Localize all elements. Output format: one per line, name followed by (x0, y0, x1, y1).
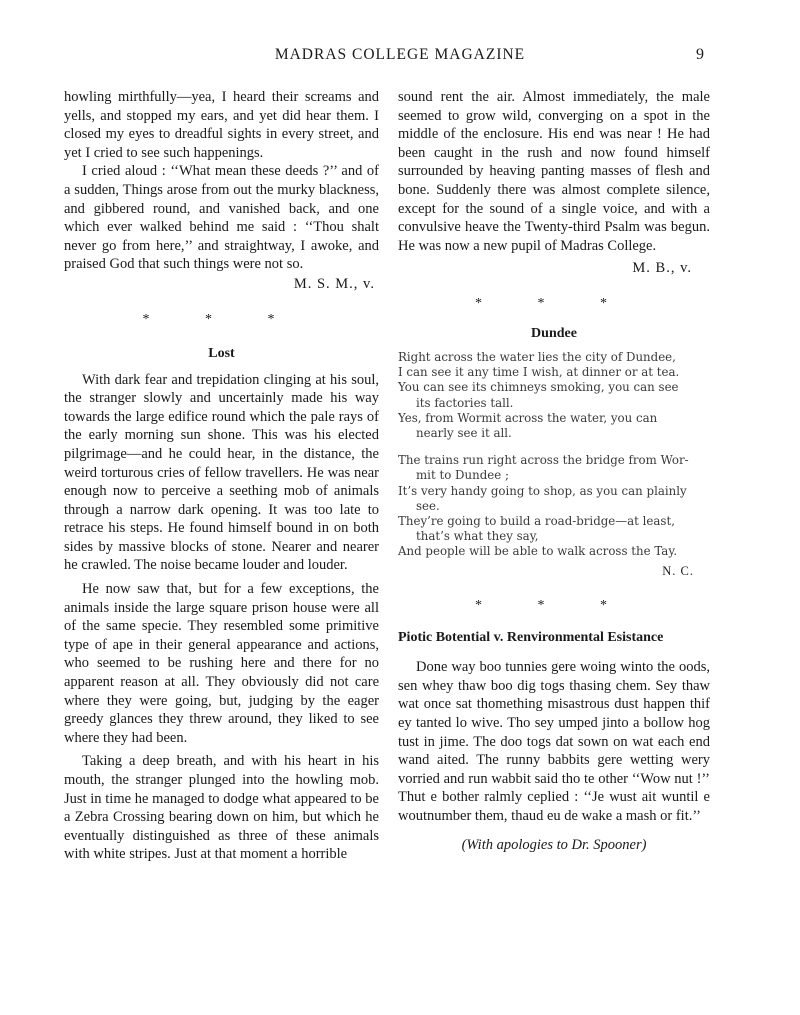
left-column (64, 88, 379, 864)
page-header (0, 46, 800, 68)
magazine-title: MADRAS COLLEGE MAGAZINE (274, 46, 526, 63)
signature-mb: M. B., v. (632, 260, 692, 277)
lost-continuation: sound rent the air. Almost immediately, the male seemed to grow wild, converging on a spot in the middle of the enclosure. His end was near ! He had been caught in the rush and now found himself surrounded by heaving panting masses of flesh and bone. Suddenly there was almost complete silence, except for the sound of a single voice, and with a convulsive heave the Twenty-third Psalm was begun. He was now a new pupil of Madras College. (398, 89, 710, 254)
poem-line: Yes, from Wormit across the water, you can (398, 410, 658, 425)
poem-line: I can see it any time I wish, at dinner or at tea. (398, 365, 680, 380)
poem-line: Right across the water lies the city of Dundee, (398, 349, 676, 364)
signature-nc: N. C. (662, 563, 694, 578)
poem-line: mit to Dundee ; (416, 468, 509, 483)
section-divider: * * * (475, 295, 633, 311)
poem-line: They’re going to build a road-bridge—at least, (398, 513, 675, 528)
apology-note: (With apologies to Dr. Spooner) (461, 836, 647, 853)
lost-paragraph-2: He now saw that, but for a few exceptions, the animals inside the large square prison house were all of the same specie. They resembled some primitive type of ape in their general appearance and actions, who seemed to be rushing here and there for no apparent reason at all. They obviously did not care where they were going, but, judging by the eager greedy glances they threw around, they liked to see where they had been. (64, 581, 379, 746)
lost-heading: Lost (208, 345, 235, 361)
signature-msm: M. S. M., v. (293, 275, 375, 292)
dream-paragraph-2: I cried aloud : ‘‘What mean these deeds ?’’ and of a sudden, Things arose from out the murky blackness, and gibbered round, and vanished back, and one which ever walked behind me said : ‘‘Thou shalt never go from here,’’ and straightway, I awoke, and praised God that such things were not so. (64, 163, 379, 273)
section-divider: * * * (142, 311, 301, 327)
dundee-poem (398, 350, 710, 560)
piotic-paragraph: Done way boo tunnies gere woing winto the oods, sen whey thaw boo dig togs thasing chem. Sey thaw wat once sat thomething misastrous dust happen thif ey tanted lo wive. Tho sey umped jinto a bollow hog tust in jime. The doo togs dat sown on wat each end wand aited. The runny babbits gere wetting wery vorried and run wabbit said tho te other ‘‘Wow nut !’’ Thut e bother ralmly ceplied : ‘‘Je wust ait wuntil e woutnumber them, thaud eu de wake a mash or fit.’’ (398, 659, 710, 824)
page-number: 9 (696, 46, 704, 63)
lost-paragraph-1: With dark fear and trepidation clinging at his soul, the stranger slowly and uncertainly made his way towards the large edifice round which the pale rays of the early morning sun shone. This was his elected pilgrimage—and he could hear, in the distance, the weird torturous cries of fellow travellers. He was near enough now to perceive a seething mob of animals through a narrow dark opening. It was too late to retrace his steps. He found himself bound in on both sides by massive blocks of stone. Nearer and nearer he crawled. The noise became louder and louder. (64, 371, 379, 574)
section-divider: * * * (475, 598, 633, 614)
dundee-heading: Dundee (531, 325, 577, 341)
dream-paragraph-1: howling mirthfully—yea, I heard their screams and yells, and stopped my ears, and yet did hear them. I closed my eyes to dreadful sights in every street, and yet I cried to see such happenings. (64, 89, 379, 161)
lost-paragraph-3: Taking a deep breath, and with his heart in his mouth, the stranger plunged into the howling mob. Just in time he managed to dodge what appeared to be a Zebra Crossing bearing down on him, but which he eventually distinguished as three of these animals with white stripes. Just at that moment a horrible (64, 753, 379, 863)
poem-line: The trains run right across the bridge from Wor- (398, 453, 689, 468)
poem-line: You can see its chimneys smoking, you can see (398, 380, 679, 395)
right-column (398, 88, 710, 854)
poem-line: It’s very handy going to shop, as you can plainly (398, 483, 687, 498)
poem-line: its factories tall. (416, 395, 514, 410)
piotic-heading: Piotic Botential v. Renvironmental Esistance (398, 630, 664, 646)
poem-line: nearly see it all. (416, 425, 512, 440)
poem-line: And people will be able to walk across the Tay. (398, 544, 678, 559)
poem-line: see. (416, 498, 440, 513)
poem-line: that’s what they say, (416, 529, 539, 544)
